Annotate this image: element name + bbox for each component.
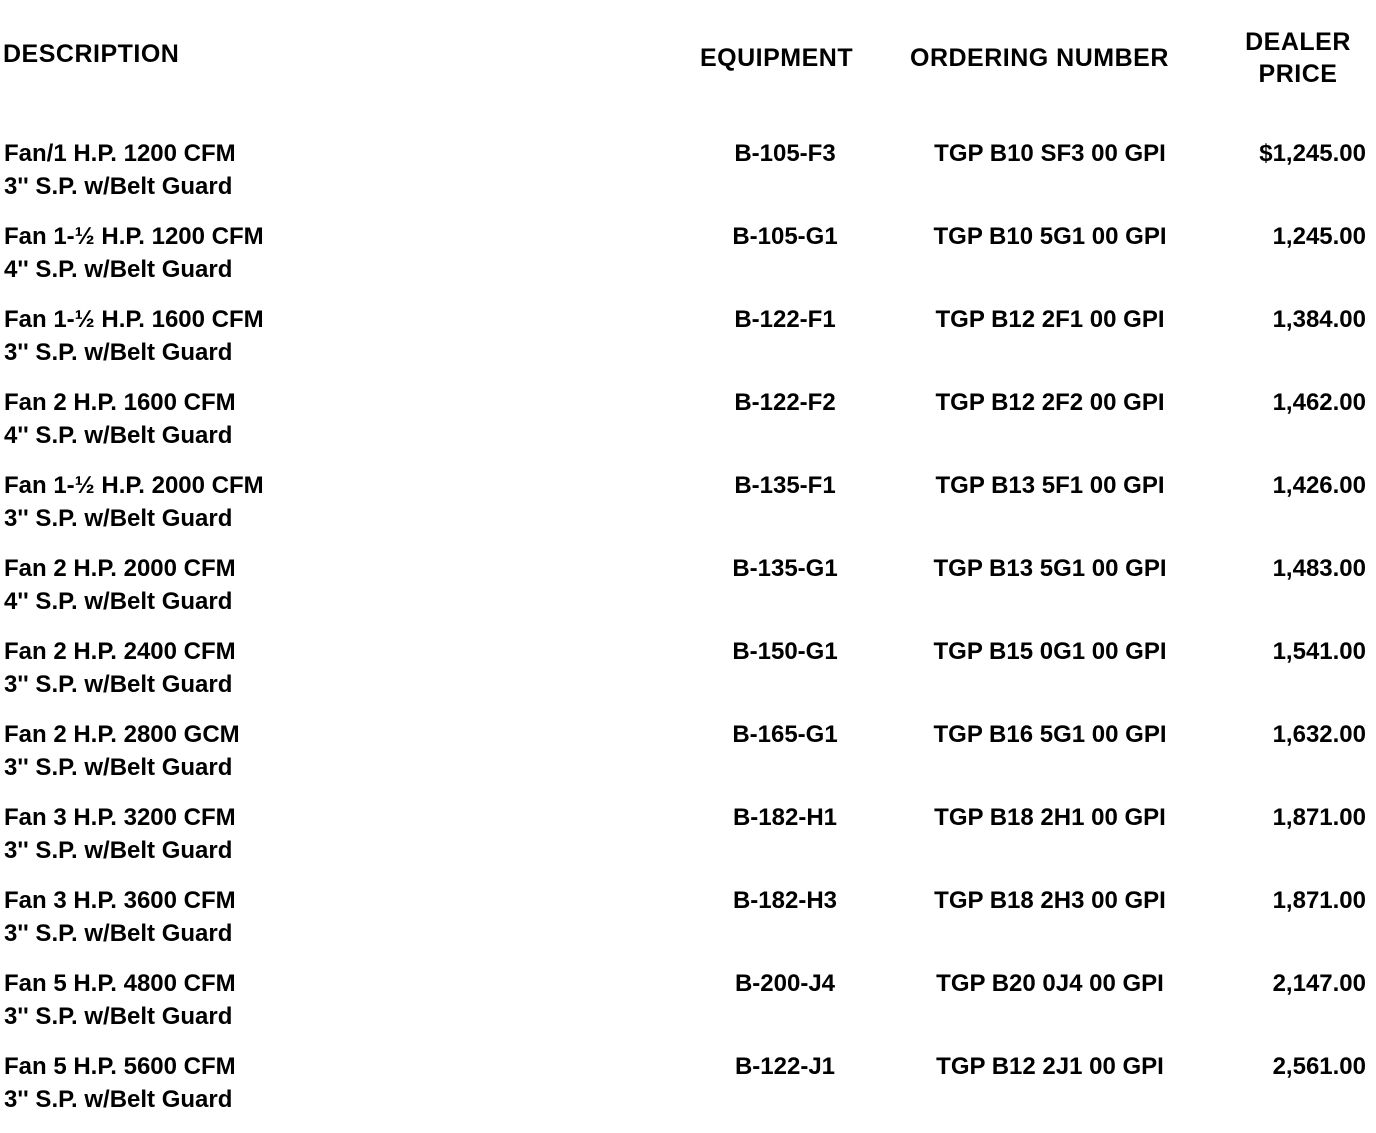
equipment-cell: B-150-G1 (732, 638, 838, 665)
dealer-price-cell: 1,632.00 (1272, 721, 1366, 748)
equipment-cell: B-200-J4 (734, 970, 836, 997)
description-cell (4, 1050, 236, 1116)
description-line2: 3'' S.P. w/Belt Guard (4, 920, 233, 947)
equipment-cell: B-122-F2 (734, 389, 836, 416)
dealer-price-cell: 1,462.00 (1272, 389, 1366, 416)
header-dealer-price-line1: DEALER (1245, 28, 1351, 56)
ordering-number-cell: TGP B15 0G1 00 GPI (933, 638, 1167, 665)
description-line1: Fan 3 H.P. 3600 CFM (4, 887, 236, 914)
ordering-number-cell: TGP B13 5F1 00 GPI (935, 472, 1165, 499)
header-equipment: EQUIPMENT (700, 44, 854, 72)
description-line1: Fan 2 H.P. 2400 CFM (4, 638, 236, 665)
table-row (0, 137, 1376, 220)
ordering-number-cell: TGP B12 2J1 00 GPI (936, 1053, 1164, 1080)
description-cell (4, 801, 236, 867)
table-row (0, 635, 1376, 718)
description-line2: 4'' S.P. w/Belt Guard (4, 588, 233, 615)
equipment-cell: B-165-G1 (732, 721, 838, 748)
description-line1: Fan 2 H.P. 2800 GCM (4, 721, 240, 748)
description-line2: 3'' S.P. w/Belt Guard (4, 1003, 233, 1030)
ordering-number-cell: TGP B18 2H3 00 GPI (934, 887, 1166, 914)
equipment-cell: B-105-F3 (734, 140, 836, 167)
dealer-price-cell: 1,871.00 (1272, 887, 1366, 914)
description-cell (4, 137, 236, 203)
description-line1: Fan 1-½ H.P. 2000 CFM (4, 472, 264, 499)
description-cell (4, 884, 236, 950)
dealer-price-cell: 1,426.00 (1272, 472, 1366, 499)
dealer-price-cell: $1,245.00 (1259, 140, 1366, 167)
table-row (0, 469, 1376, 552)
ordering-number-cell: TGP B18 2H1 00 GPI (934, 804, 1166, 831)
description-line1: Fan 2 H.P. 2000 CFM (4, 555, 236, 582)
dealer-price-cell: 1,541.00 (1272, 638, 1366, 665)
dealer-price-cell: 2,147.00 (1272, 970, 1366, 997)
dealer-price-cell: 1,384.00 (1272, 306, 1366, 333)
dealer-price-cell: 1,483.00 (1272, 555, 1366, 582)
ordering-number-cell: TGP B16 5G1 00 GPI (933, 721, 1167, 748)
description-line2: 4'' S.P. w/Belt Guard (4, 256, 233, 283)
description-line1: Fan 1-½ H.P. 1600 CFM (4, 306, 264, 333)
table-row (0, 967, 1376, 1050)
ordering-number-cell: TGP B20 0J4 00 GPI (936, 970, 1164, 997)
description-cell (4, 469, 264, 535)
table-row (0, 884, 1376, 967)
description-line2: 3'' S.P. w/Belt Guard (4, 754, 233, 781)
description-line2: 4'' S.P. w/Belt Guard (4, 422, 233, 449)
description-line1: Fan 5 H.P. 4800 CFM (4, 970, 236, 997)
table-row (0, 303, 1376, 386)
table-row (0, 386, 1376, 469)
description-line1: Fan/1 H.P. 1200 CFM (4, 140, 236, 167)
header-description: DESCRIPTION (3, 40, 180, 68)
equipment-cell: B-122-F1 (734, 306, 836, 333)
description-cell (4, 220, 264, 286)
table-row (0, 552, 1376, 635)
ordering-number-cell: TGP B13 5G1 00 GPI (933, 555, 1167, 582)
description-line2: 3'' S.P. w/Belt Guard (4, 1086, 233, 1113)
dealer-price-cell: 1,245.00 (1272, 223, 1366, 250)
description-line1: Fan 3 H.P. 3200 CFM (4, 804, 236, 831)
ordering-number-cell: TGP B10 5G1 00 GPI (933, 223, 1167, 250)
description-cell (4, 303, 264, 369)
description-line1: Fan 2 H.P. 1600 CFM (4, 389, 236, 416)
header-dealer-price (1228, 26, 1368, 90)
equipment-cell: B-135-G1 (732, 555, 838, 582)
header-ordering-number: ORDERING NUMBER (910, 44, 1169, 72)
description-cell (4, 552, 236, 618)
equipment-cell: B-122-J1 (734, 1053, 836, 1080)
description-line2: 3'' S.P. w/Belt Guard (4, 505, 233, 532)
equipment-cell: B-182-H3 (732, 887, 838, 914)
description-cell (4, 967, 236, 1033)
ordering-number-cell: TGP B12 2F1 00 GPI (935, 306, 1165, 333)
equipment-cell: B-182-H1 (732, 804, 838, 831)
description-cell (4, 635, 236, 701)
description-line2: 3'' S.P. w/Belt Guard (4, 671, 233, 698)
description-line2: 3'' S.P. w/Belt Guard (4, 339, 233, 366)
equipment-cell: B-135-F1 (734, 472, 836, 499)
ordering-number-cell: TGP B10 SF3 00 GPI (934, 140, 1166, 167)
price-table (0, 137, 1376, 1133)
dealer-price-cell: 1,871.00 (1272, 804, 1366, 831)
dealer-price-cell: 2,561.00 (1272, 1053, 1366, 1080)
table-row (0, 801, 1376, 884)
ordering-number-cell: TGP B12 2F2 00 GPI (935, 389, 1165, 416)
description-line2: 3'' S.P. w/Belt Guard (4, 173, 233, 200)
description-line2: 3'' S.P. w/Belt Guard (4, 837, 233, 864)
description-cell (4, 718, 240, 784)
table-row (0, 1050, 1376, 1133)
description-line1: Fan 1-½ H.P. 1200 CFM (4, 223, 264, 250)
table-row (0, 220, 1376, 303)
description-cell (4, 386, 236, 452)
header-dealer-price-line2: PRICE (1258, 60, 1338, 88)
equipment-cell: B-105-G1 (732, 223, 838, 250)
table-row (0, 718, 1376, 801)
description-line1: Fan 5 H.P. 5600 CFM (4, 1053, 236, 1080)
